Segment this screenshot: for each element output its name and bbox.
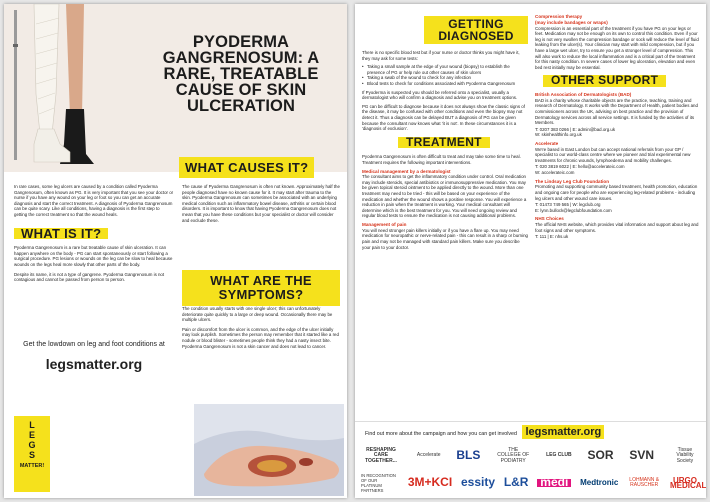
treatment-heading: TREATMENT xyxy=(398,137,490,149)
bad-heading: British Association of Dermatologists (BAD) xyxy=(535,91,632,97)
causes-column xyxy=(182,184,340,227)
accelerate-website[interactable]: W: accelerateic.com xyxy=(535,170,575,176)
left-text-column xyxy=(14,184,174,287)
badge-letter: L xyxy=(29,420,35,430)
badge-letter: G xyxy=(28,440,36,450)
compression-subheading: (may include bandages or wraps) xyxy=(535,19,608,25)
leg-club-heading: The Lindsay Leg Club Foundation xyxy=(535,178,610,184)
hero-banner xyxy=(4,4,347,172)
compression-support-column xyxy=(535,14,700,240)
partner-logo: LEG CLUB xyxy=(546,452,572,459)
symptoms-paragraph-1: The condition usually starts with one single ulcer; this can unfortunately deteriorate quite quickly to a large or deep wound. Occasionally there may be multiple ulcers. xyxy=(182,306,333,323)
platinum-label: IN RECOGNITION OF OUR PLATINUM PARTNERS xyxy=(361,473,396,493)
diagnosis-tests-list xyxy=(362,64,528,86)
pain-management-paragraph: You will need stronger pain killers initially or if you have a flare up. You may need medication for neuropathic or nerve-related pain - this can result in a sharp or burning pain and may not be managed with standard pain killers. Make sure you describe your pain to your doctor. xyxy=(362,227,528,250)
symptoms-paragraph-2: Pain or discomfort from the ulcer is common, and the edge of the ulcer initially may look purplish. Sometimes the person may remember that it started like a red nodule or blood blister - sometimes people think they had a nasty insect bite. Pyoderma Gangrenosum is not a skin cancer and does not lead to cancer. xyxy=(182,326,339,349)
partner-logo: SOR xyxy=(587,448,614,463)
bad-paragraph: BAD is a charity whose charitable objects are the practice, teaching, training and research of Dermatology. It works with the Department of Health, patient bodies and commissioners across the UK, advising on best practice and the provision of Dermatology services across all service settings. It is funded by the activities of its Members. xyxy=(535,97,698,126)
pain-management-heading: Management of pain xyxy=(362,222,407,228)
legs-matter-badge xyxy=(14,416,50,492)
partner-logo: LOHMANN & RAUSCHER xyxy=(629,476,660,488)
bad-website[interactable]: W: skinhealthinfo.org.uk xyxy=(535,132,582,138)
diagnosis-intro: There is no specific blood test but if your nurse or doctor thinks you might have it, they may ask for some tests: xyxy=(362,50,520,61)
list-item: • Taking a small sample at the edge of your wound (biopsy) to establish the presence of PG or help rule out other causes of skin ulcers xyxy=(362,64,528,75)
medical-management-heading: Medical management by a dermatologist xyxy=(362,168,451,174)
bandaged-leg-image xyxy=(4,4,134,172)
nhs-paragraph: The official NHS website, which provides vital information and support about leg and foot signs and other symptoms. xyxy=(535,222,699,233)
page-title: PYODERMA GANGRENOSUM: A RARE, TREATABLE CAUSE OF SKIN ULCERATION xyxy=(162,33,320,115)
leg-club-paragraph: Promoting and supporting community based treatment, health promotion, education and ongoing care for people who are experiencing leg-related problems - including leg ulcers and other wound care issues. xyxy=(535,184,698,201)
partners-footer xyxy=(355,421,706,498)
footer-cta xyxy=(365,426,696,438)
partner-logo: BLS xyxy=(456,448,481,463)
badge-subtitle: MATTER! xyxy=(19,463,45,469)
symptoms-column xyxy=(182,306,340,353)
partner-logos-row xyxy=(361,446,700,466)
partner-logo: essity xyxy=(460,475,495,490)
leg-club-email[interactable]: E: lynn.bullock@legclubfoundation.com xyxy=(535,207,612,213)
partner-logo: Accelerate xyxy=(416,452,441,459)
what-is-it-paragraph-1: Pyoderma Gangrenosum is a rare but treatable cause of skin ulceration. It can happen anywhere on the body - PG can start spontaneously or start following a surgical procedure. PG lesions or wounds on the leg can be slow to heal because wounds on the legs heal more slowly that other parts of the body. xyxy=(14,245,173,267)
list-item: • Blood tests to check for conditions associated with Pyoderma Gangrenosum xyxy=(362,81,528,87)
promo-block xyxy=(14,340,174,372)
partner-logo: medi xyxy=(537,479,571,487)
partner-logo: Tissue Viability Society xyxy=(676,446,694,464)
bad-contact[interactable]: T: 0207 383 0266 | E: admin@bad.org.uk xyxy=(535,126,616,132)
partner-logo: 3M+KCI xyxy=(407,475,453,490)
footer-url-link[interactable]: legsmatter.org xyxy=(522,425,604,439)
promo-url-link[interactable]: legsmatter.org xyxy=(45,356,143,372)
what-is-it-paragraph-2: Despite its name, it is not a type of gangrene. Pyoderma Gangrenosum is not contagious and cannot be passed from person to person. xyxy=(14,271,165,283)
partner-logo: Medtronic xyxy=(580,478,619,488)
promo-text: Get the lowdown on leg and foot conditions at xyxy=(23,341,165,348)
treatment-intro: Pyoderma Gangrenosum is often difficult to treat and may take some time to heal. Treatment requires the following important interventions. xyxy=(362,154,521,165)
platinum-partners-row xyxy=(361,472,706,494)
accelerate-paragraph: We're based in East London but can accept national referrals from your GP / specialist to our world-class centre where we pioneer and trial experimental new treatments for chronic wounds, lymphoedema and mobility challenges. xyxy=(535,146,691,163)
badge-letter: E xyxy=(28,430,35,440)
badge-letter: S xyxy=(28,450,35,460)
nhs-contact[interactable]: T: 111 | E: nhs.uk xyxy=(535,234,569,240)
nhs-heading: NHS Choices xyxy=(535,216,564,222)
intro-paragraph: In rare cases, some leg ulcers are caused by a condition called Pyoderma Gangrenosum, often known as PG. It is very important that you see your doctor or nurse if you have any wound on your leg or foot so you can get an accurate diagnosis and start the correct treatment. A diagnosis of Pyoderma Gangrenosum can be quite scary. Like all conditions, having a diagnosis is the first step to getting the correct treatment so that the wound heals. xyxy=(14,184,174,217)
accelerate-contact[interactable]: T: 020 3819 6022 | E: hello@accelerateic.com xyxy=(535,164,625,170)
leaflet-page-left xyxy=(4,4,347,498)
partner-logo: SVN xyxy=(629,448,655,463)
causes-paragraph: The cause of Pyoderma Gangrenosum is often not known. Approximately half the people diagnosed have no known cause for it. It may start after trauma to the skin. Pyoderma Gangrenosum can sometimes be associated with an underlying medical condition such as inflammatory bowel disease, arthritis or certain blood disorders. It is important to know that having Pyoderma Gangrenosum does not mean that you have these conditions but your specialist or doctor will consider and exclude these. xyxy=(182,184,340,223)
partner-logo: RESHAPING CARE TOGETHER... xyxy=(365,446,397,464)
what-is-it-heading: WHAT IS IT? xyxy=(14,228,108,240)
ulcerated-foot-image xyxy=(194,404,344,496)
list-item: • Taking a swab of the wound to check for any infection xyxy=(362,75,528,81)
compression-paragraph: Compression is an essential part of the treatment if you have PG on your legs or feet. Medication may not be enough on its own to control this condition. Even if your leg is not very swollen the compression bandage or sock will reduce the level of fluid leaking from the ulcer(s). Your clinician may start with mild compression, but if you have a large wet ulcer, try to ensure you get a stronger level of compression. This will also work to reduce the local inflammation and is a critical part of the treatment for this nasty condition. In severe cases of lower leg ulceration, elevation and even bed rest initially may be essential. xyxy=(535,25,699,70)
partner-logo: THE COLLEGE OF PODIATRY xyxy=(497,446,530,464)
partner-logo: URGO MEDICAL xyxy=(669,475,706,490)
compression-heading: Compression therapy xyxy=(535,14,583,19)
what-causes-heading: WHAT CAUSES IT? xyxy=(179,157,314,178)
other-support-heading: OTHER SUPPORT xyxy=(543,75,666,87)
accelerate-heading: Accelerate xyxy=(535,140,559,146)
diagnosis-paragraph-3: PG can be difficult to diagnose because it does not always show the classic signs of the disease, it may be confused with other conditions and even the biopsy may not detect it. Thus a diagnosis can be delayed BUT a diagnosis of PG can be given because the consultant now knows what 'it is not'. In these circumstances it is a 'diagnosis of exclusion'. xyxy=(362,103,525,132)
footer-text: Find out more about the campaign and how you can get involved xyxy=(365,431,517,437)
getting-diagnosed-heading: GETTING DIAGNOSED xyxy=(424,16,528,44)
diagnosis-treatment-column xyxy=(362,16,528,253)
symptoms-heading: WHAT ARE THE SYMPTOMS? xyxy=(182,270,340,306)
leaflet-page-right xyxy=(355,4,706,498)
leg-club-contact[interactable]: T: 01473 749 565 | W: legclub.org xyxy=(535,202,601,208)
partner-logo: L&R xyxy=(503,475,529,490)
diagnosis-paragraph-2: If Pyoderma is suspected you should be referred onto a specialist, usually a dermatologist who will confirm a diagnosis and advise you on treatment options. xyxy=(362,89,518,101)
medical-management-paragraph: The consultant aims to get the inflammatory condition under control. Oral medication may include steroids, special antibiotics or immunosuppressive medication. You may be given topical steroid ointment to be applied directly to the wound. More than one treatment may need to be tried - this will be based on your experience of the medication and whether the wound shows a positive response. You will experience a reduction in pain when the treatment is working. Your medical consultant will determine which is the best treatment for you. You will need ongoing review and regular blood tests to ensure the medication is not causing additional problems. xyxy=(362,174,527,219)
